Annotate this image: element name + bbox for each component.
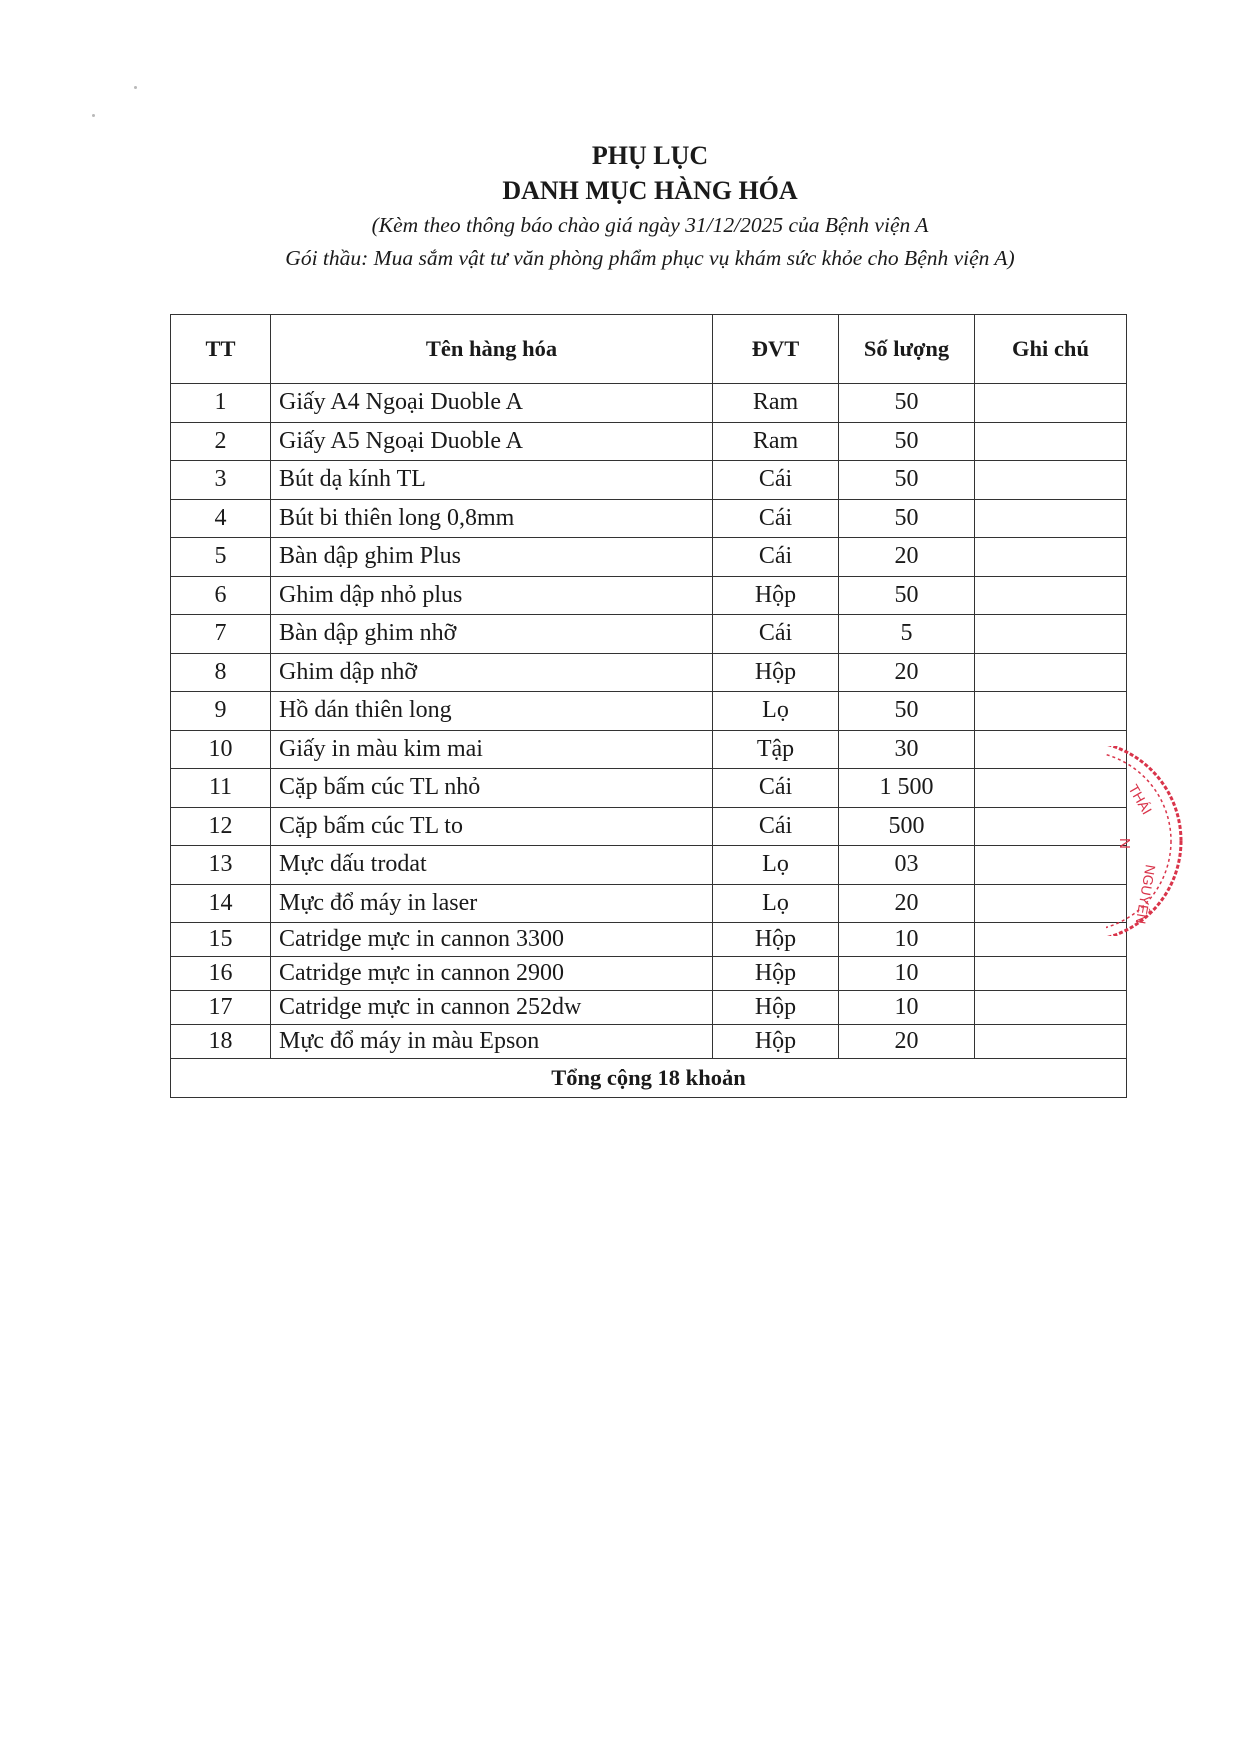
row-item-name: Mực dấu trodat xyxy=(271,846,713,885)
table-row xyxy=(171,538,1127,577)
row-item-name: Bút bi thiên long 0,8mm xyxy=(271,499,713,538)
table-row xyxy=(171,615,1127,654)
row-index: 14 xyxy=(171,884,271,923)
row-note xyxy=(975,422,1127,461)
table-row xyxy=(171,422,1127,461)
row-quantity: 10 xyxy=(839,991,975,1025)
svg-text:THÁI: THÁI xyxy=(1125,781,1156,818)
row-item-name: Bút dạ kính TL xyxy=(271,461,713,500)
row-unit: Cái xyxy=(713,461,839,500)
table-row xyxy=(171,499,1127,538)
row-note xyxy=(975,957,1127,991)
table-row xyxy=(171,653,1127,692)
row-note xyxy=(975,730,1127,769)
row-note xyxy=(975,807,1127,846)
row-index: 11 xyxy=(171,769,271,808)
row-note xyxy=(975,1025,1127,1059)
row-index: 10 xyxy=(171,730,271,769)
row-unit: Ram xyxy=(713,384,839,423)
row-item-name: Giấy in màu kim mai xyxy=(271,730,713,769)
row-item-name: Cặp bấm cúc TL to xyxy=(271,807,713,846)
document-subtitle-package: Gói thầu: Mua sắm vật tư văn phòng phẩm phục vụ khám sức khỏe cho Bệnh viện A) xyxy=(285,246,1015,270)
table-row xyxy=(171,957,1127,991)
row-note xyxy=(975,576,1127,615)
row-unit: Lọ xyxy=(713,846,839,885)
row-index: 15 xyxy=(171,923,271,957)
row-unit: Lọ xyxy=(713,692,839,731)
header-name: Tên hàng hóa xyxy=(271,315,713,384)
row-index: 13 xyxy=(171,846,271,885)
row-item-name: Catridge mực in cannon 252dw xyxy=(271,991,713,1025)
row-index: 17 xyxy=(171,991,271,1025)
row-note xyxy=(975,692,1127,731)
row-item-name: Hồ dán thiên long xyxy=(271,692,713,731)
row-item-name: Ghim dập nhỏ plus xyxy=(271,576,713,615)
row-item-name: Mực đổ máy in laser xyxy=(271,884,713,923)
row-index: 6 xyxy=(171,576,271,615)
row-unit: Cái xyxy=(713,769,839,808)
row-note xyxy=(975,991,1127,1025)
header-note: Ghi chú xyxy=(975,315,1127,384)
row-item-name: Mực đổ máy in màu Epson xyxy=(271,1025,713,1059)
row-index: 2 xyxy=(171,422,271,461)
row-quantity: 20 xyxy=(839,538,975,577)
row-quantity: 20 xyxy=(839,653,975,692)
row-item-name: Bàn dập ghim nhỡ xyxy=(271,615,713,654)
table-row xyxy=(171,730,1127,769)
row-index: 8 xyxy=(171,653,271,692)
row-note xyxy=(975,461,1127,500)
row-index: 7 xyxy=(171,615,271,654)
row-item-name: Giấy A4 Ngoại Duoble A xyxy=(271,384,713,423)
row-quantity: 20 xyxy=(839,884,975,923)
row-item-name: Bàn dập ghim Plus xyxy=(271,538,713,577)
row-quantity: 1 500 xyxy=(839,769,975,808)
row-unit: Cái xyxy=(713,499,839,538)
row-note xyxy=(975,769,1127,808)
row-note xyxy=(975,384,1127,423)
row-quantity: 03 xyxy=(839,846,975,885)
row-quantity: 20 xyxy=(839,1025,975,1059)
row-unit: Cái xyxy=(713,807,839,846)
row-item-name: Ghim dập nhỡ xyxy=(271,653,713,692)
header-unit: ĐVT xyxy=(713,315,839,384)
row-quantity: 10 xyxy=(839,957,975,991)
row-index: 9 xyxy=(171,692,271,731)
header-qty: Số lượng xyxy=(839,315,975,384)
row-unit: Ram xyxy=(713,422,839,461)
row-note xyxy=(975,653,1127,692)
row-index: 1 xyxy=(171,384,271,423)
row-note xyxy=(975,499,1127,538)
row-item-name: Giấy A5 Ngoại Duoble A xyxy=(271,422,713,461)
table-row xyxy=(171,461,1127,500)
row-quantity: 50 xyxy=(839,461,975,500)
total-label: Tổng cộng 18 khoản xyxy=(171,1059,1127,1098)
scan-speck xyxy=(92,114,95,117)
row-quantity: 50 xyxy=(839,499,975,538)
row-item-name: Cặp bấm cúc TL nhỏ xyxy=(271,769,713,808)
table-row xyxy=(171,384,1127,423)
table-header-row xyxy=(171,315,1127,384)
header-tt: TT xyxy=(171,315,271,384)
row-item-name: Catridge mực in cannon 2900 xyxy=(271,957,713,991)
row-item-name: Catridge mực in cannon 3300 xyxy=(271,923,713,957)
row-unit: Hộp xyxy=(713,1025,839,1059)
table-row xyxy=(171,846,1127,885)
table-row xyxy=(171,923,1127,957)
document-title-appendix: PHỤ LỤC xyxy=(591,141,709,170)
row-quantity: 50 xyxy=(839,384,975,423)
row-quantity: 30 xyxy=(839,730,975,769)
goods-table xyxy=(170,314,1127,1098)
svg-text:N: N xyxy=(1116,838,1133,849)
row-unit: Hộp xyxy=(713,576,839,615)
row-unit: Hộp xyxy=(713,653,839,692)
table-row xyxy=(171,692,1127,731)
row-unit: Cái xyxy=(713,538,839,577)
table-row xyxy=(171,769,1127,808)
red-seal-stamp xyxy=(1106,746,1196,936)
row-index: 18 xyxy=(171,1025,271,1059)
row-index: 16 xyxy=(171,957,271,991)
row-index: 4 xyxy=(171,499,271,538)
document-subtitle-notice: (Kèm theo thông báo chào giá ngày 31/12/2025 của Bệnh viện A xyxy=(371,213,929,237)
table-row xyxy=(171,1025,1127,1059)
table-row xyxy=(171,807,1127,846)
row-unit: Hộp xyxy=(713,923,839,957)
row-unit: Lọ xyxy=(713,884,839,923)
table-row xyxy=(171,884,1127,923)
row-quantity: 10 xyxy=(839,923,975,957)
row-note xyxy=(975,538,1127,577)
row-note xyxy=(975,923,1127,957)
row-note xyxy=(975,846,1127,885)
row-unit: Hộp xyxy=(713,957,839,991)
row-quantity: 50 xyxy=(839,576,975,615)
row-unit: Tập xyxy=(713,730,839,769)
table-row xyxy=(171,576,1127,615)
table-row xyxy=(171,991,1127,1025)
document-header xyxy=(150,138,1150,275)
row-index: 3 xyxy=(171,461,271,500)
row-index: 12 xyxy=(171,807,271,846)
svg-text:NGUYÊN: NGUYÊN xyxy=(1132,863,1159,926)
row-unit: Hộp xyxy=(713,991,839,1025)
row-quantity: 500 xyxy=(839,807,975,846)
row-quantity: 5 xyxy=(839,615,975,654)
row-unit: Cái xyxy=(713,615,839,654)
table-total-row xyxy=(171,1059,1127,1098)
document-title-goods-list: DANH MỤC HÀNG HÓA xyxy=(502,176,798,205)
row-quantity: 50 xyxy=(839,692,975,731)
row-index: 5 xyxy=(171,538,271,577)
row-note xyxy=(975,615,1127,654)
row-quantity: 50 xyxy=(839,422,975,461)
scan-speck xyxy=(134,86,137,89)
row-note xyxy=(975,884,1127,923)
